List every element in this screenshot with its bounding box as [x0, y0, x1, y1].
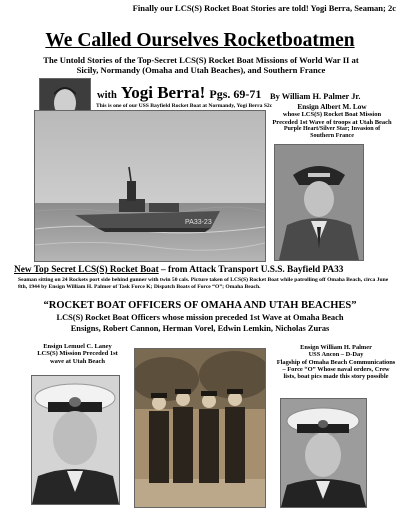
officers-group-photo	[134, 348, 266, 508]
officers-heading: “ROCKET BOAT OFFICERS OF OMAHA AND UTAH BEACHES”	[43, 300, 357, 311]
rocket-boat-photo	[34, 110, 266, 262]
low-caption	[272, 103, 392, 140]
low-name: Ensign Albert M. Low	[297, 102, 367, 111]
boat-caption-body: Seaman sitting on 24 Rockets port side behind gunner with twin 50 cals. Picture taken of LCS(S) Rocket Boat while patrolling off Omaha Beach, circa June 8th, 1944 by Ensign William H. Palmer of Task Force K; Dispatch Boats of Force “O”; Omaha Beach.	[18, 277, 389, 290]
low-text: whose LCS(S) Rocket Boat Mission Preceded 1st Wave of troops at Utah Beach	[272, 111, 392, 126]
william-palmer-photo	[280, 398, 367, 508]
lemuel-laney-photo	[31, 375, 120, 505]
palmer-name: Ensign William H. Palmer	[300, 344, 372, 351]
officers-line-2: Ensigns, Robert Cannon, Herman Vorel, Edwin Lemkin, Nicholas Zuras	[70, 324, 330, 333]
yogi-pages: Pgs. 69-71	[209, 87, 262, 101]
laney-text: LCS(S) Mission Preceded 1st wave at Utah Beach	[37, 350, 118, 365]
header-tagline: Finally our LCS(S) Rocket Boat Stories are told! Yogi Berra, Seaman; 2c	[132, 3, 396, 13]
low-award: Purple Heart/Silver Star; Invasion of Southern France	[283, 126, 381, 140]
palmer-ship: USS Ancon – D-Day	[308, 351, 364, 359]
boat-caption-heading-main: New Top Secret LCS(S) Rocket Boat	[14, 265, 159, 275]
albert-low-photo	[274, 144, 364, 261]
yogi-note: This is one of our USS Bayfield Rocket Boat at Normandy, Yogi Berra S2c	[96, 103, 273, 109]
officers-line-1: LCS(S) Rocket Boat Officers whose mission preceded 1st Wave at Omaha Beach	[56, 313, 344, 322]
yogi-name: Yogi Berra!	[120, 83, 206, 102]
author-byline: By William H. Palmer Jr.	[270, 92, 361, 101]
laney-name: Ensign Lemuel C. Laney	[43, 343, 112, 350]
palmer-caption	[276, 344, 396, 381]
boat-hull-number: PA33-23	[185, 219, 212, 226]
laney-caption	[30, 343, 125, 365]
boat-caption-heading	[14, 265, 394, 275]
book-title: We Called Ourselves Rocketboatmen	[45, 30, 355, 51]
palmer-text: Flagship of Omaha Beach Communications – Force “O” Whose naval orders, Crew lists, boat pics made this story possible	[276, 358, 396, 381]
yogi-prefix: with	[97, 90, 117, 101]
book-subtitle: The Untold Stories of the Top-Secret LCS(S) Rocket Boat Missions of World War II at Sicily, Normandy (Omaha and Utah Beaches), and Southern France	[43, 55, 359, 75]
yogi-berra-line	[97, 83, 269, 103]
boat-caption-heading-rest: – from Attack Transport U.S.S. Bayfield PA33	[158, 265, 344, 275]
